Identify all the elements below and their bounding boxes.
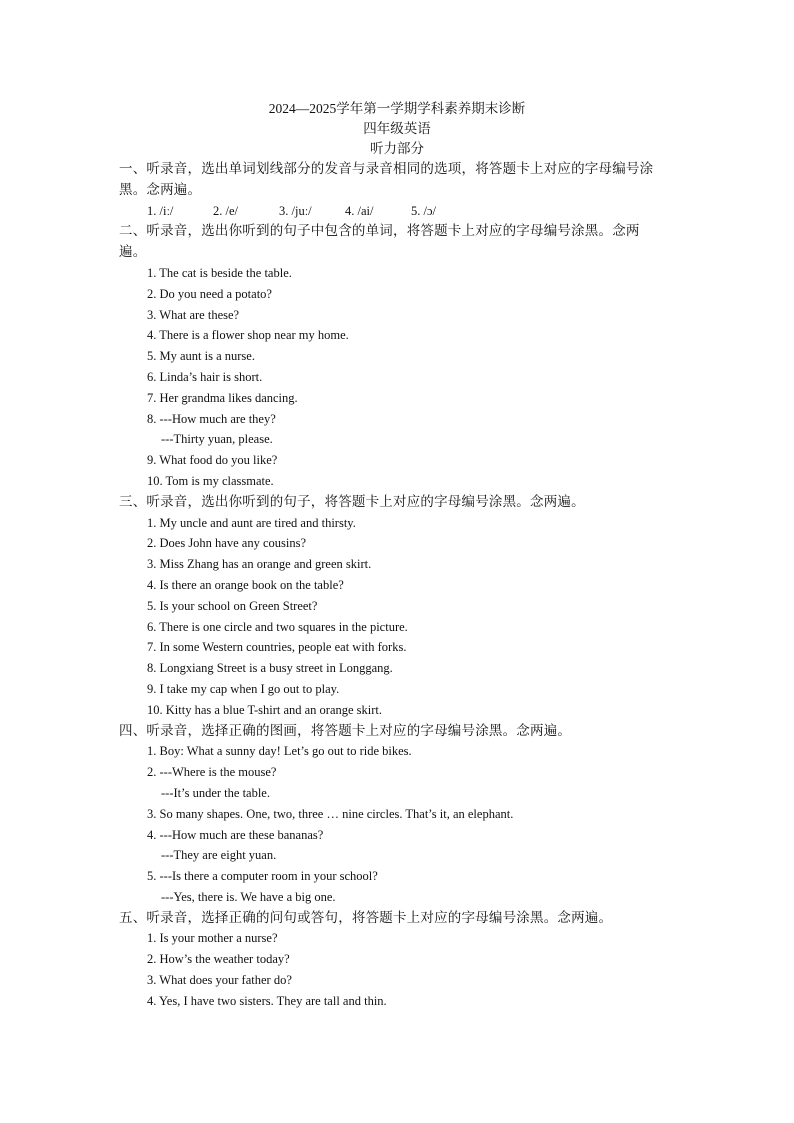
list-item: 3. Miss Zhang has an orange and green skirt. xyxy=(147,557,372,572)
section-4-heading xyxy=(119,721,679,742)
phonetic-item: 4. /ai/ xyxy=(345,203,374,218)
list-item: 5. My aunt is a nurse. xyxy=(147,349,255,364)
phonetic-item: 1. /iː/ xyxy=(147,203,174,218)
list-item: 4. ---How much are these bananas? xyxy=(147,827,324,842)
section-1-heading xyxy=(119,159,679,201)
section-3-heading xyxy=(119,492,679,513)
list-item: 1. Is your mother a nurse? xyxy=(147,931,278,946)
list-item: 1. The cat is beside the table. xyxy=(147,265,292,280)
phonetic-item: 2. /e/ xyxy=(213,203,238,218)
list-item-response: ---Yes, there is. We have a big one. xyxy=(161,889,336,904)
list-item-response: ---It’s under the table. xyxy=(161,785,270,800)
document-title: 2024—2025学年第一学期学科素养期末诊断 xyxy=(268,101,526,116)
section-2-heading xyxy=(119,221,679,263)
list-item-response: ---Thirty yuan, please. xyxy=(161,432,273,447)
list-item: 10. Tom is my classmate. xyxy=(147,473,274,488)
document-subtitle: 四年级英语 xyxy=(363,121,431,136)
list-item: 5. Is your school on Green Street? xyxy=(147,598,318,613)
list-item: 4. Yes, I have two sisters. They are tall and thin. xyxy=(147,993,387,1008)
section-2-heading-line2: 遍。 xyxy=(119,244,147,260)
list-item: 5. ---Is there a computer room in your school? xyxy=(147,869,378,884)
section-2-heading-line1: 二、听录音，选出你听到的句子中包含的单词，将答题卡上对应的字母编号涂黑。念两 xyxy=(119,223,640,239)
list-item: 6. Linda’s hair is short. xyxy=(147,369,263,384)
list-item: 7. In some Western countries, people eat with forks. xyxy=(147,640,407,655)
list-item: 3. What does your father do? xyxy=(147,973,292,988)
list-item: 8. Longxiang Street is a busy street in Longgang. xyxy=(147,661,393,676)
list-item: 9. What food do you like? xyxy=(147,453,278,468)
list-item: 2. ---Where is the mouse? xyxy=(147,765,277,780)
list-item: 4. Is there an orange book on the table? xyxy=(147,577,344,592)
section-label: 听力部分 xyxy=(370,141,424,156)
document-body xyxy=(119,159,679,1012)
list-item: 2. Does John have any cousins? xyxy=(147,536,306,551)
section-1-heading-line2: 黑。念两遍。 xyxy=(119,181,202,197)
list-item: 6. There is one circle and two squares in the picture. xyxy=(147,619,408,634)
list-item: 3. What are these? xyxy=(147,307,240,322)
list-item: 1. Boy: What a sunny day! Let’s go out to ride bikes. xyxy=(147,744,412,759)
list-item: 3. So many shapes. One, two, three … nine circles. That’s it, an elephant. xyxy=(147,806,514,821)
list-item: 7. Her grandma likes dancing. xyxy=(147,390,298,405)
list-item: 8. ---How much are they? xyxy=(147,411,276,426)
list-item: 2. Do you need a potato? xyxy=(147,286,272,301)
list-item: 4. There is a flower shop near my home. xyxy=(147,328,349,343)
phonetic-item: 3. /juː/ xyxy=(279,203,312,218)
section-5-heading-line1: 五、听录音，选择正确的问句或答句，将答题卡上对应的字母编号涂黑。念两遍。 xyxy=(119,909,613,925)
list-item: 9. I take my cap when I go out to play. xyxy=(147,681,340,696)
list-item-response: ---They are eight yuan. xyxy=(161,848,277,863)
section-1-heading-line1: 一、听录音，选出单词划线部分的发音与录音相同的选项，将答题卡上对应的字母编号涂 xyxy=(119,161,654,176)
section-3-heading-line1: 三、听录音，选出你听到的句子，将答题卡上对应的字母编号涂黑。念两遍。 xyxy=(119,493,585,509)
list-item: 10. Kitty has a blue T-shirt and an orange skirt. xyxy=(147,702,383,717)
section-5-heading xyxy=(119,908,679,929)
list-item: 2. How’s the weather today? xyxy=(147,952,290,967)
section-4-heading-line1: 四、听录音，选择正确的图画，将答题卡上对应的字母编号涂黑。念两遍。 xyxy=(119,722,572,738)
list-item: 1. My uncle and aunt are tired and thirsty. xyxy=(147,515,356,530)
phonetic-options xyxy=(119,201,679,222)
phonetic-item: 5. /ɔ/ xyxy=(411,203,436,218)
